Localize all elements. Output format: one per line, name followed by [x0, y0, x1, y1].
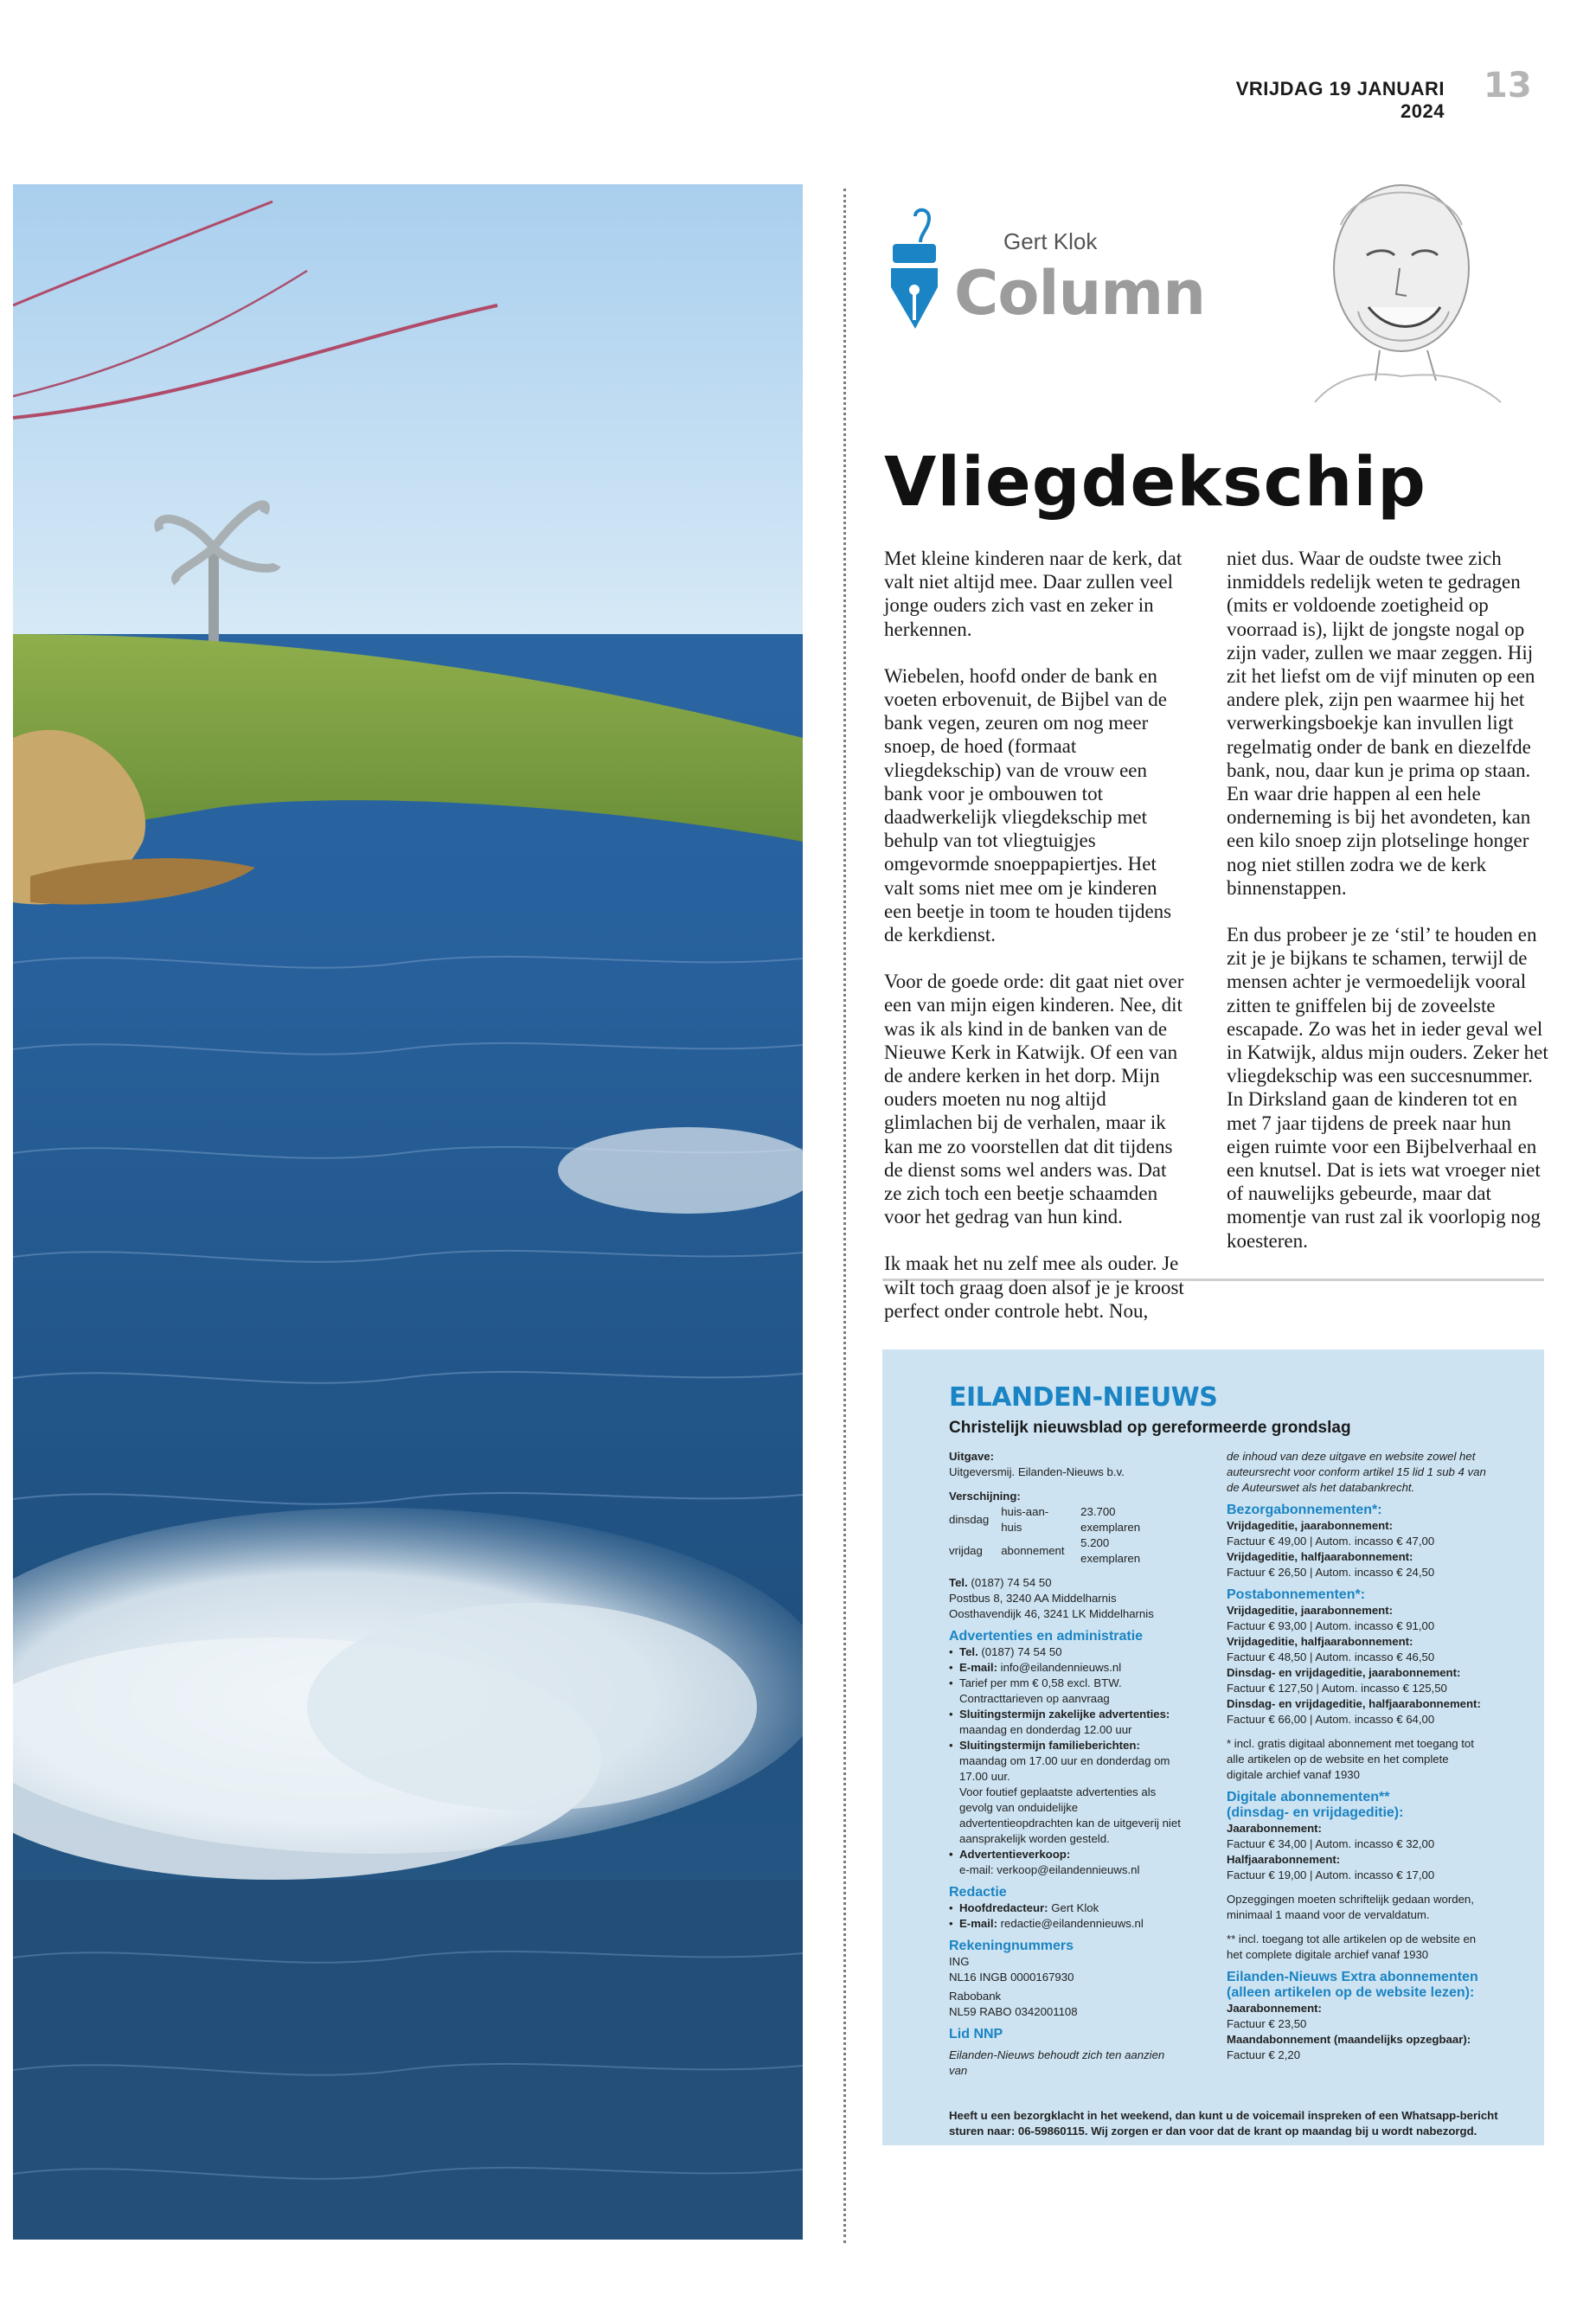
table-cell: 5.200 exemplaren [1080, 1536, 1141, 1565]
paragraph: Met kleine kinderen naar de kerk, dat valt niet altijd mee. Daar zullen veel jonge ouders zich vast en zeker in herkennen. [884, 548, 1183, 640]
paragraph: En dus probeer je ze ‘stil’ te houden en zit je je bijkans te schamen, terwijl de mensen achter je vermoedelijk vooral zitten te gniffelen bij de zoveelste escapade. Zo was het in ieder geval wel in Katwijk, aldus mijn ouders. Zeker het vliegdekschip was een succesnummer. In Dirksland gaan de kinderen tot en met 7 jaar tijdens de preek naar hun eigen ruimte voor een Bijbelverhaal en een knutsel. Dat is iets wat vroeger niet of nauwelijks gebeurde, maar dat momentje van rust zal ik voorlopig nog koesteren. [1227, 924, 1548, 1252]
item-text: info@eilandennieuws.nl [997, 1661, 1122, 1674]
item-text: Gert Klok [1048, 1901, 1099, 1914]
star-note: * incl. gratis digitaal abonnement met toegang tot alle artikelen op de website en het complete digitale archief vanaf 1930 [1227, 1737, 1474, 1781]
price-value: Factuur € 66,00 | Autom. incasso € 64,00 [1227, 1713, 1435, 1726]
price-value: Factuur € 93,00 | Autom. incasso € 91,00 [1227, 1619, 1435, 1632]
paragraph: Wiebelen, hoofd onder de bank en voeten erbovenuit, de Bijbel van de bank vegen, zeuren om nog meer snoep, de hoed (formaat vliegdekschip) van de vrouw een bank voor je ombouwen tot daadwerkelijk vliegdekschip met behulp van tot vliegtuigjes omgevormde snoeppapiertjes. Het valt soms niet mee om je kinderen een beetje in toom te houden tijdens de kerkdienst. [884, 664, 1172, 946]
list-item [949, 1676, 1183, 1691]
price-value: Factuur € 127,50 | Autom. incasso € 125,50 [1227, 1682, 1447, 1695]
price-label: Vrijdageditie, halfjaarabonnement: [1227, 1550, 1413, 1563]
rek-line: Rabobank [949, 1990, 1002, 2003]
tel-line [949, 1575, 1183, 1591]
price-label: Vrijdageditie, jaarabonnement: [1227, 1519, 1393, 1532]
price-value: Factuur € 48,50 | Autom. incasso € 46,50 [1227, 1650, 1435, 1663]
table-cell: 23.700 exemplaren [1080, 1505, 1141, 1534]
list-item [949, 1738, 1183, 1785]
address-line: Oosthavendijk 46, 3241 LK Middelharnis [949, 1607, 1154, 1620]
table-row [949, 1504, 1183, 1535]
item-label: Sluitingstermijn familieberichten: [959, 1739, 1140, 1752]
price-value: Factuur € 49,00 | Autom. incasso € 47,00 [1227, 1535, 1435, 1548]
item-label: Tel. [959, 1645, 978, 1658]
nnp-text: Eilanden-Nieuws behoudt zich ten aanzien van [949, 2048, 1165, 2077]
redactie-heading: Redactie [949, 1885, 1007, 1900]
pen-nib-icon [884, 208, 949, 342]
table-cell: huis-aan-huis [1001, 1505, 1049, 1534]
tel-value: (0187) 74 54 50 [971, 1576, 1052, 1589]
bezorg-heading: Bezorgabonnementen*: [1227, 1503, 1382, 1517]
article-column-right [1227, 547, 1551, 1276]
verschijning-label: Verschijning: [949, 1490, 1021, 1503]
rek-line: ING [949, 1955, 970, 1968]
rek-line: NL16 INGB 0000167930 [949, 1971, 1074, 1984]
nnp-heading: Lid NNP [949, 2027, 1003, 2041]
price-label: Vrijdageditie, halfjaarabonnement: [1227, 1635, 1413, 1648]
table-cell: dinsdag [949, 1513, 990, 1526]
list-item [949, 1644, 1183, 1660]
price-value: Factuur € 19,00 | Autom. incasso € 17,00 [1227, 1868, 1435, 1881]
table-cell: abonnement [1001, 1544, 1065, 1557]
paragraph: Voor de goede orde: dit gaat niet over een van mijn eigen kinderen. Nee, dit was ik als kind in de banken van de Nieuwe Kerk in Katwijk. Of een van de andere kerken in het dorp. Mijn ouders moeten nu nog altijd glimlachen bij de verhalen, maar ik kan me zo voorstellen dat dit tijdens de dienst soms wel anders was. Dat ze zich toch een beetje schaamden voor het gedrag van hun kind. [884, 971, 1184, 1228]
extra-heading-2: (alleen artikelen op de website lezen): [1227, 1985, 1475, 2000]
item-label: E-mail: [959, 1661, 997, 1674]
list-item [949, 1900, 1183, 1916]
item-text: maandag om 17.00 uur en donderdag om 17.00 uur. [959, 1754, 1170, 1783]
verschijning-table [949, 1504, 1183, 1567]
colophon-left [949, 1449, 1183, 2079]
column-divider-vertical [843, 189, 846, 2243]
price-label: Halfjaarabonnement: [1227, 1853, 1341, 1866]
dig-heading: Digitale abonnementen** [1227, 1790, 1390, 1804]
price-label: Dinsdag- en vrijdageditie, halfjaarabonnement: [1227, 1697, 1481, 1710]
item-text: (0187) 74 54 50 [977, 1645, 1062, 1658]
extra-heading: Eilanden-Nieuws Extra abonnementen [1227, 1970, 1478, 1984]
column-label: Column [954, 258, 1206, 329]
list-item [949, 1707, 1183, 1738]
colophon-right [1227, 1449, 1486, 2063]
price-label: Maandabonnement (maandelijks opzegbaar): [1227, 2033, 1471, 2046]
masthead-logo: EILANDEN-NIEUWS [949, 1382, 1218, 1413]
uitgave-value: Uitgeversmij. Eilanden-Nieuws b.v. [949, 1465, 1125, 1478]
paragraph: niet dus. Waar de oudste twee zich inmiddels redelijk weten te gedragen (mits er voldoende zoetigheid op voorraad is), lijkt de jongste nogal op zijn vader, zullen we maar zeggen. Hij zit het liefst om de vijf minuten op een andere plek, zijn pen waarmee hij het verwerkingsboekje kan invullen ligt regelmatig onder de bank en diezelfde bank, nou, daar kun je prima op staan. En waar drie happen al een hele onderneming is bij het avondeten, kan een kilo snoep zijn plotselinge honger nog niet stillen zodra we de kerk binnenstappen. [1227, 548, 1535, 899]
rek-line: NL59 RABO 0342001108 [949, 2005, 1078, 2018]
list-item [949, 1916, 1183, 1932]
price-label: Jaarabonnement: [1227, 1822, 1322, 1835]
post-heading: Postabonnementen*: [1227, 1587, 1366, 1602]
tel-label: Tel. [949, 1576, 968, 1589]
opzeg-note: Opzeggingen moeten schriftelijk gedaan worden, minimaal 1 maand voor de vervaldatum. [1227, 1893, 1474, 1921]
sea-waves-photo [13, 184, 803, 2240]
author-portrait [1306, 164, 1505, 407]
dstar-note: ** incl. toegang tot alle artikelen op de website en het complete digitale archief vanaf 1930 [1227, 1932, 1477, 1961]
item-label: E-mail: [959, 1917, 997, 1930]
author-name: Gert Klok [1003, 228, 1098, 254]
price-value: Factuur € 2,20 [1227, 2048, 1301, 2061]
item-text: maandag en donderdag 12.00 uur [959, 1723, 1132, 1736]
address-line: Postbus 8, 3240 AA Middelharnis [949, 1592, 1117, 1605]
item-text: redactie@eilandennieuws.nl [997, 1917, 1144, 1930]
dig-heading-2: (dinsdag- en vrijdageditie): [1227, 1805, 1404, 1820]
item-label: Sluitingstermijn zakelijke advertenties: [959, 1708, 1170, 1721]
adv-heading: Advertenties en administratie [949, 1629, 1144, 1644]
complaint-notice: Heeft u een bezorgklacht in het weekend, dan kunt u de voicemail inspreken of een Whatsapp-bericht sturen naar: 06-59860115. Wij zorgen er dan voor dat de krant op maandag bij u wordt nabezorgd. [949, 2109, 1498, 2138]
price-value: Factuur € 34,00 | Autom. incasso € 32,00 [1227, 1837, 1435, 1850]
paragraph: Ik maak het nu zelf mee als ouder. Je wilt toch graag doen alsof je je kroost perfect onder controle hebt. Nou, [884, 1253, 1184, 1322]
table-row [949, 1535, 1183, 1567]
price-label: Vrijdageditie, jaarabonnement: [1227, 1604, 1393, 1617]
rek-heading: Rekeningnummers [949, 1939, 1074, 1953]
item-label: Hoofdredacteur: [959, 1901, 1048, 1914]
item-text: Tarief per mm € 0,58 excl. BTW. [959, 1676, 1122, 1689]
adv-verkoop-value: e-mail: verkoop@eilandennieuws.nl [959, 1863, 1140, 1876]
edition-date: VRIJDAG 19 JANUARI 2024 [1235, 78, 1445, 122]
uitgave-label: Uitgave: [949, 1450, 995, 1463]
adv-disclaimer: Voor foutief geplaatste advertenties als gevolg van onduidelijke advertentieopdrachten kan de uitgeverij niet aansprakelijk worden gesteld. [959, 1785, 1181, 1845]
list-item [949, 1660, 1183, 1676]
price-label: Jaarabonnement: [1227, 2002, 1322, 2015]
rights-text: de inhoud van deze uitgave en website zowel het auteursrecht voor conform artikel 15 lid 1 sub 4 van de Auteurswet als het databankrecht. [1227, 1450, 1486, 1494]
table-cell: vrijdag [949, 1544, 983, 1557]
price-label: Dinsdag- en vrijdageditie, jaarabonnement: [1227, 1666, 1461, 1679]
tagline: Christelijk nieuwsblad op gereformeerde grondslag [949, 1419, 1351, 1437]
page-number: 13 [1484, 66, 1532, 106]
adv-note: Contracttarieven op aanvraag [959, 1692, 1110, 1705]
adv-verkoop-label: • Advertentieverkoop: [949, 1847, 1183, 1862]
price-value: Factuur € 26,50 | Autom. incasso € 24,50 [1227, 1566, 1435, 1579]
price-value: Factuur € 23,50 [1227, 2017, 1307, 2030]
article-title: Vliegdekschip [884, 444, 1426, 522]
article-column-left [884, 547, 1187, 1346]
